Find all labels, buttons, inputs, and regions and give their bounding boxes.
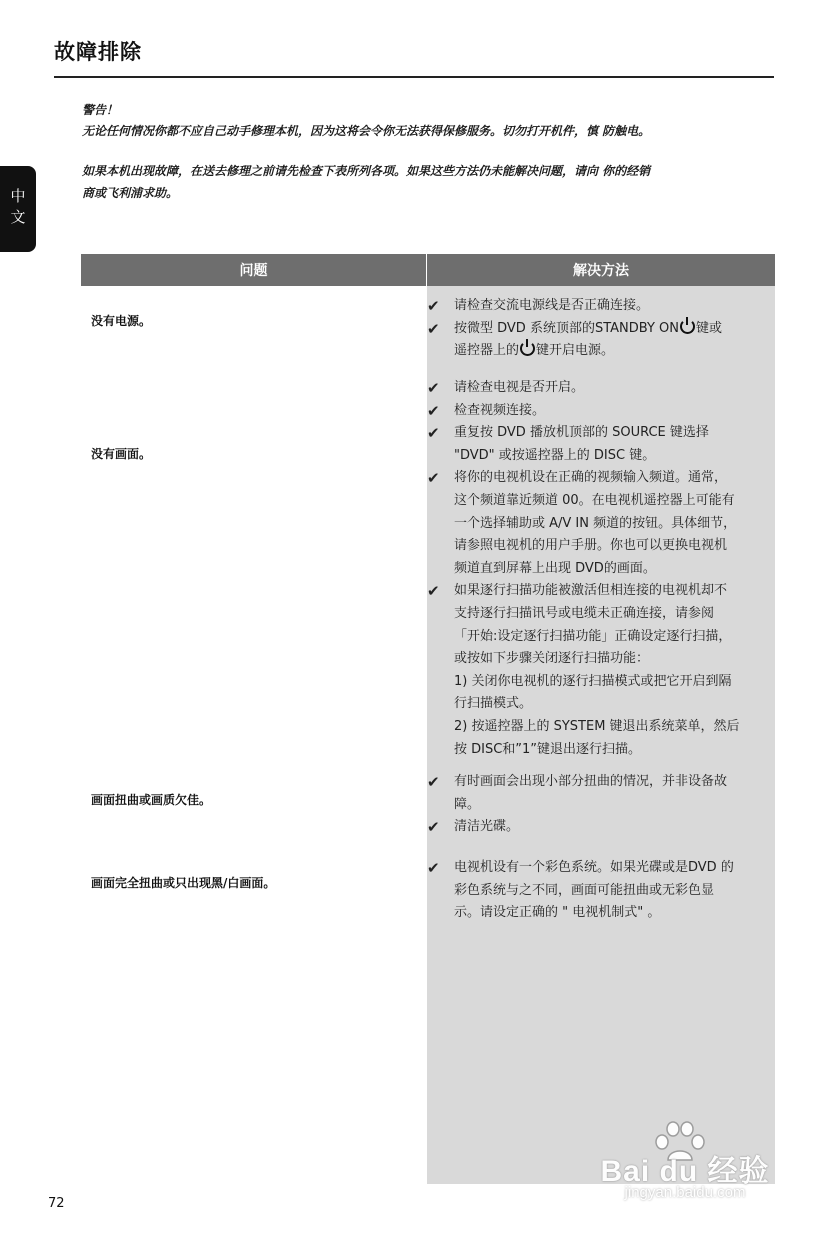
page-number: 72 <box>48 1196 65 1211</box>
power-icon <box>520 341 535 356</box>
checkmark-icon: ✔ <box>427 582 440 601</box>
watermark-brand: Bai du 经验 <box>600 1155 770 1188</box>
side-tab-label: 中文 <box>8 188 27 230</box>
checkmark-icon: ✔ <box>427 469 440 488</box>
page-title: 故障排除 <box>54 40 142 64</box>
solution-item: ✔ 如果逐行扫描功能被激活但相连接的电视机却不 支持逐行扫描讯号或电缆未正确连接，请参阅 「开始:设定逐行扫描功能」正确设定逐行扫描， 或按如下步骤关闭逐行扫描功能： 1) 关闭你电视机的逐行扫描模式或把它开启到隔 行扫描模式。 2) 按遥控器上的 SYSTEM 键退出系统菜单，然后 按 DISC和”1”键退出逐行扫描。 <box>427 582 740 757</box>
solution-item: ✔ 重复按 DVD 播放机顶部的 SOURCE 键选择 "DVD" 或按遥控器上的 DISC 键。 <box>427 424 709 463</box>
checkmark-icon: ✔ <box>427 424 440 443</box>
checkmark-icon: ✔ <box>427 773 440 791</box>
checkmark-icon: ✔ <box>427 379 440 397</box>
language-side-tab <box>0 166 36 252</box>
problem-no-picture: 没有画面。 <box>91 447 152 461</box>
checkmark-icon: ✔ <box>427 818 440 837</box>
baidu-watermark <box>590 1120 780 1210</box>
advice-line: 商或飞利浦求助。 <box>82 186 179 200</box>
problem-no-power: 没有电源。 <box>91 314 152 328</box>
solution-item: ✔ 请检查电视是否开启。 <box>427 377 775 400</box>
advice-text <box>82 160 777 204</box>
solution-item: ✔ 电视机设有一个彩色系统。如果光碟或是DVD 的 彩色系统与之不同，画面可能扭曲或无彩色显 示。请设定正确的 " 电视机制式" 。 <box>427 859 734 921</box>
solutions-no-power <box>427 295 775 363</box>
solution-item: ✔ 请检查交流电源线是否正确连接。 <box>427 295 775 318</box>
solutions-no-picture <box>427 377 775 761</box>
warning-heading: 警告！ <box>82 103 119 117</box>
checkmark-icon: ✔ <box>427 401 440 420</box>
warning-text: 无论任何情况你都不应自己动手修理本机，因为这将会令你无法获得保修服务。切勿打开机件，慎 防触电。 <box>82 124 651 138</box>
solutions-black-white-picture <box>427 857 775 925</box>
solutions-distorted-picture <box>427 771 775 839</box>
solution-column-header: 解决方法 <box>427 254 775 286</box>
checkmark-icon: ✔ <box>427 859 440 877</box>
problem-black-white-picture: 画面完全扭曲或只出现黑/白画面。 <box>91 876 276 890</box>
checkmark-icon: ✔ <box>427 297 440 315</box>
power-icon <box>680 319 695 334</box>
title-rule <box>54 76 774 78</box>
solution-item: ✔ 按微型 DVD 系统顶部的STANDBY ON 键或 遥控器上的 键开启电源。 <box>427 319 723 359</box>
problem-column-header: 问题 <box>81 254 426 286</box>
watermark-url: jingyan.baidu.com <box>624 1184 746 1201</box>
problem-distorted-picture: 画面扭曲或画质欠佳。 <box>91 793 212 807</box>
solution-item: ✔ 清洁光碟。 <box>427 816 775 839</box>
solution-item: ✔ 有时画面会出现小部分扭曲的情况，并非设备故 障。 <box>427 773 728 812</box>
checkmark-icon: ✔ <box>427 319 440 338</box>
solution-item: ✔ 将你的电视机设在正确的视频输入频道。通常， 这个频道靠近频道 00。在电视机遥控器上可能有 一个选择辅助或 A/V IN 频道的按钮。具体细节， 请参照电视机的用户手册。你也可以更换电视机 频道直到屏幕上出现 DVD的画面。 <box>427 469 737 576</box>
solution-item: ✔ 检查视频连接。 <box>427 400 775 423</box>
advice-line: 如果本机出现故障，在送去修理之前请先检查下表所列各项。如果这些方法仍未能解决问题，请向 你的经销 <box>82 164 651 178</box>
